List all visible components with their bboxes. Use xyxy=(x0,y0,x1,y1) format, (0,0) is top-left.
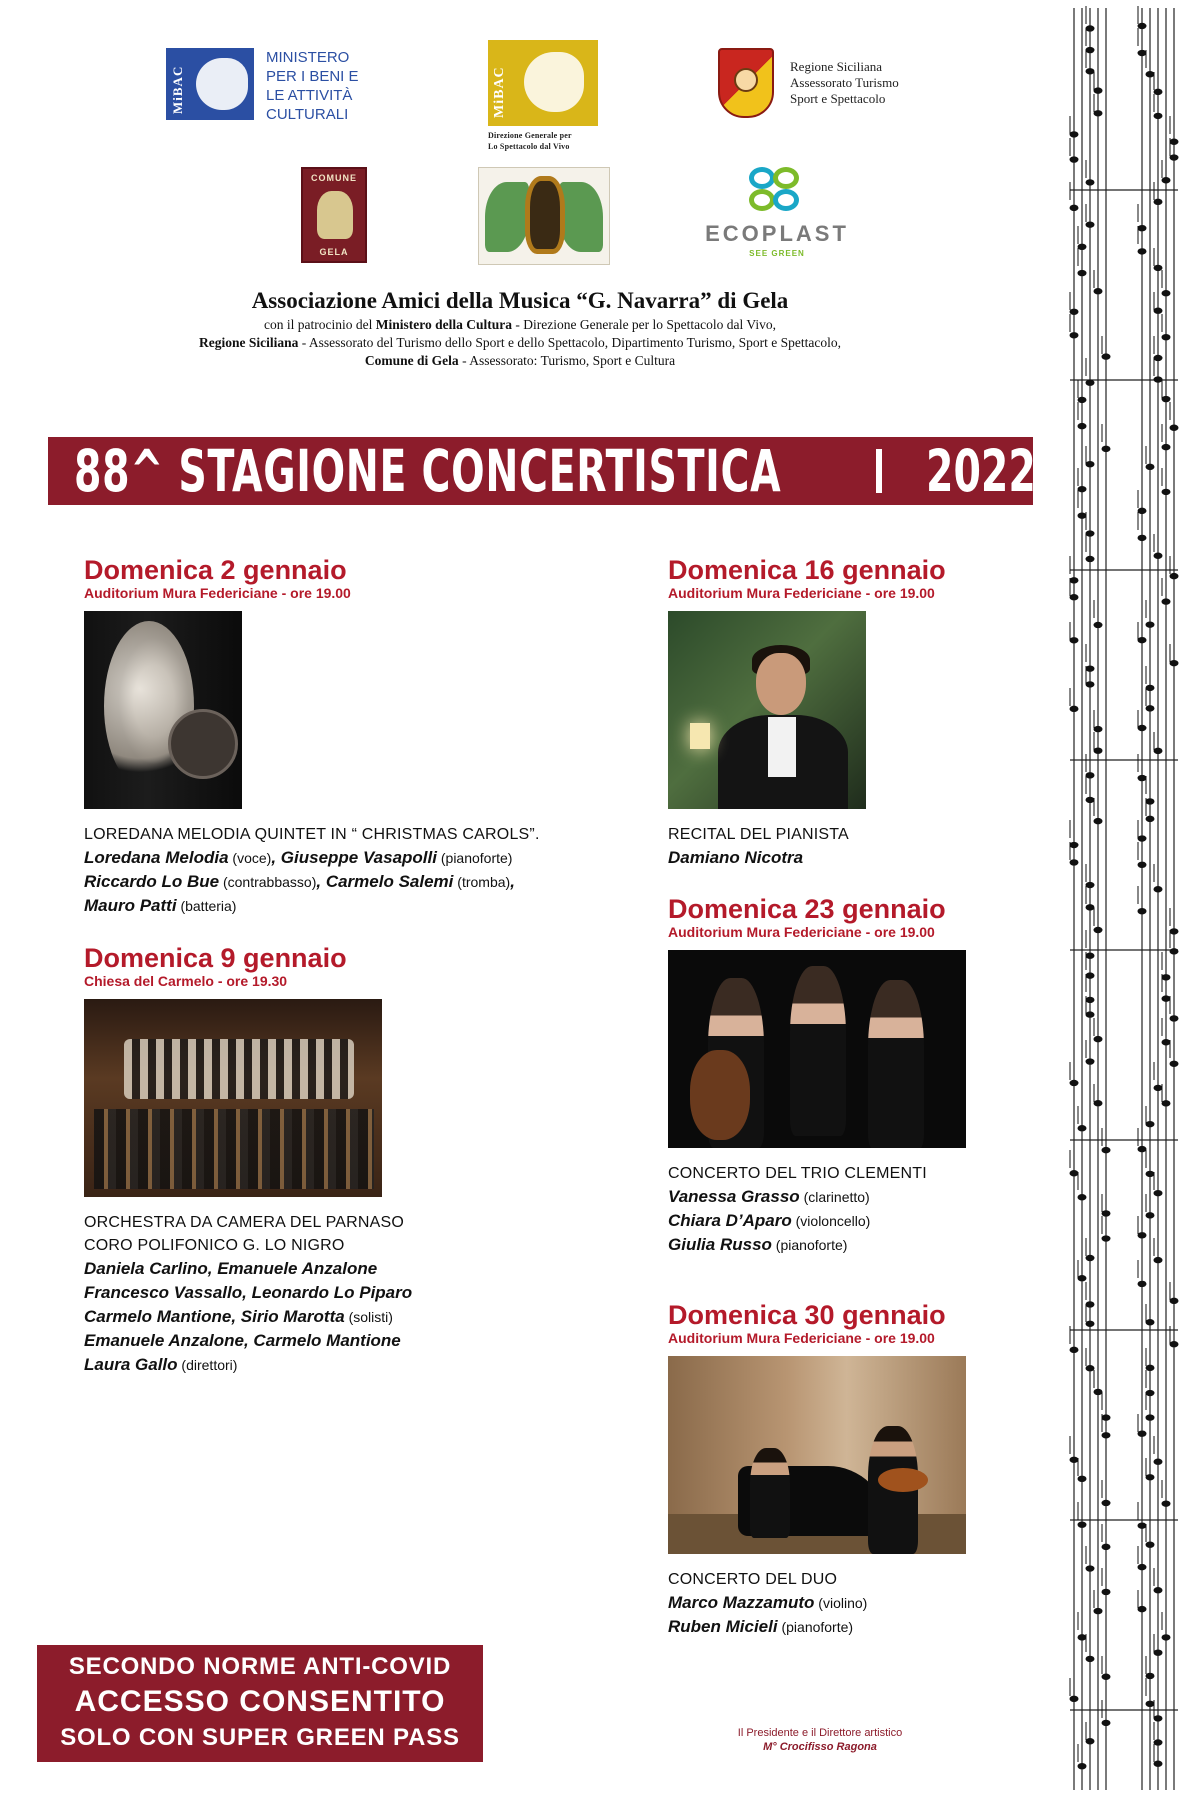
trinacria-shield-icon xyxy=(718,48,774,118)
lyre-icon xyxy=(525,176,565,254)
ecoplast-name: ECOPLAST xyxy=(705,221,849,246)
event-description: LOREDANA MELODIA QUINTET IN “ CHRISTMAS CAROLS”. Loredana Melodia (voce), Giuseppe Vasapolli (pianoforte) Riccardo Lo Bue (contrabbasso), Carmelo Salemi (tromba), Mauro Patti (batteria) xyxy=(84,826,540,915)
event-date: Domenica 16 gennaio xyxy=(668,555,946,585)
event-9-gennaio xyxy=(84,943,412,1377)
association-block xyxy=(0,286,1040,370)
mibac-spettacolo-logo xyxy=(488,40,608,155)
signature-role: Il Presidente e il Direttore artistico xyxy=(737,1727,903,1739)
banner-separator xyxy=(876,449,882,493)
patronage-line-2: Regione Siciliana - Assessorato del Turismo dello Sport e dello Spettacolo, Dipartimento Turismo, Sport e Spettacolo, xyxy=(199,335,841,350)
association-name: Associazione Amici della Musica “G. Navarra” di Gela xyxy=(251,288,789,313)
covid-line-2: ACCESSO CONSENTITO xyxy=(74,1685,446,1718)
eagle-crest-icon xyxy=(317,191,353,239)
mibac-text: MINISTERO PER I BENI E LE ATTIVITÀ CULTURALI xyxy=(266,49,359,123)
signature xyxy=(720,1726,920,1754)
laurel-left-icon xyxy=(485,182,529,252)
event-30-gennaio xyxy=(668,1300,966,1639)
mibac-logo xyxy=(166,48,366,128)
gela-label: GELA xyxy=(319,247,349,257)
mibac-spettacolo-text: Direzione Generale per Lo Spettacolo dal Vivo xyxy=(488,131,572,151)
event-date: Domenica 2 gennaio xyxy=(84,555,347,585)
event-venue: Chiesa del Carmelo - ore 19.30 xyxy=(84,973,288,989)
damiano-nicotra-photo xyxy=(668,611,866,809)
covid-line-1: SECONDO NORME ANTI-COVID xyxy=(68,1653,452,1680)
ecoplast-symbol-icon xyxy=(745,167,805,217)
event-16-gennaio xyxy=(668,555,946,870)
laurel-right-icon xyxy=(559,182,603,252)
event-venue: Auditorium Mura Federiciane - ore 19.00 xyxy=(668,1330,935,1346)
season-banner xyxy=(48,437,1036,505)
mibac-spettacolo-head-icon xyxy=(524,52,584,112)
season-title: 88^ STAGIONE CONCERTISTICA xyxy=(74,437,782,505)
lyre-emblem-logo xyxy=(478,167,610,265)
event-venue: Auditorium Mura Federiciane - ore 19.00 xyxy=(668,585,935,601)
covid-line-3: SOLO CON SUPER GREEN PASS xyxy=(60,1724,460,1751)
event-date: Domenica 9 gennaio xyxy=(84,943,347,973)
event-2-gennaio xyxy=(84,555,540,918)
event-description: RECITAL DEL PIANISTA Damiano Nicotra xyxy=(668,826,849,867)
mibac-head-icon xyxy=(196,58,248,110)
orchestra-choir-photo xyxy=(84,999,382,1197)
covid-notice xyxy=(37,1645,483,1762)
event-date: Domenica 30 gennaio xyxy=(668,1300,946,1330)
signature-name: M° Crocifisso Ragona xyxy=(763,1741,877,1753)
event-venue: Auditorium Mura Federiciane - ore 19.00 xyxy=(668,924,935,940)
mibac-vertical-text: MiBAC xyxy=(170,65,185,114)
patronage-line-1: con il patrocinio del Ministero della Cultura - Direzione Generale per lo Spettacolo dal Vivo, xyxy=(264,317,776,332)
mibac-spettacolo-vertical-text: MiBAC xyxy=(492,66,507,118)
comune-gela-logo xyxy=(301,167,367,263)
duo-photo xyxy=(668,1356,966,1554)
regione-text: Regione Siciliana Assessorato Turismo Sport e Spettacolo xyxy=(790,59,899,106)
event-date: Domenica 23 gennaio xyxy=(668,894,946,924)
event-description: ORCHESTRA DA CAMERA DEL PARNASO CORO POLIFONICO G. LO NIGRO Daniela Carlino, Emanuele Anzalone Francesco Vassallo, Leonardo Lo Piparo Carmelo Mantione, Sirio Marotta (solisti) Emanuele Anzalone, Carmelo Mantione Laura Gallo (direttori) xyxy=(84,1214,413,1374)
patronage-line-3: Comune di Gela - Assessorato: Turismo, Sport e Cultura xyxy=(364,353,676,368)
music-score-decoration xyxy=(1030,0,1200,1795)
regione-siciliana-logo xyxy=(718,48,928,123)
loredana-melodia-photo xyxy=(84,611,242,809)
ecoplast-tagline: SEE GREEN xyxy=(749,249,805,258)
trio-clementi-photo xyxy=(668,950,966,1148)
event-venue: Auditorium Mura Federiciane - ore 19.00 xyxy=(84,585,351,601)
event-description: CONCERTO DEL DUO Marco Mazzamuto (violino) Ruben Micieli (pianoforte) xyxy=(668,1571,868,1636)
ecoplast-logo xyxy=(697,167,857,262)
event-description: CONCERTO DEL TRIO CLEMENTI Vanessa Grasso (clarinetto) Chiara D’Aparo (violoncello) Giulia Russo (pianoforte) xyxy=(668,1165,927,1254)
season-year: 2022 xyxy=(926,437,1036,505)
event-23-gennaio xyxy=(668,894,966,1257)
comune-label: COMUNE xyxy=(311,173,357,183)
